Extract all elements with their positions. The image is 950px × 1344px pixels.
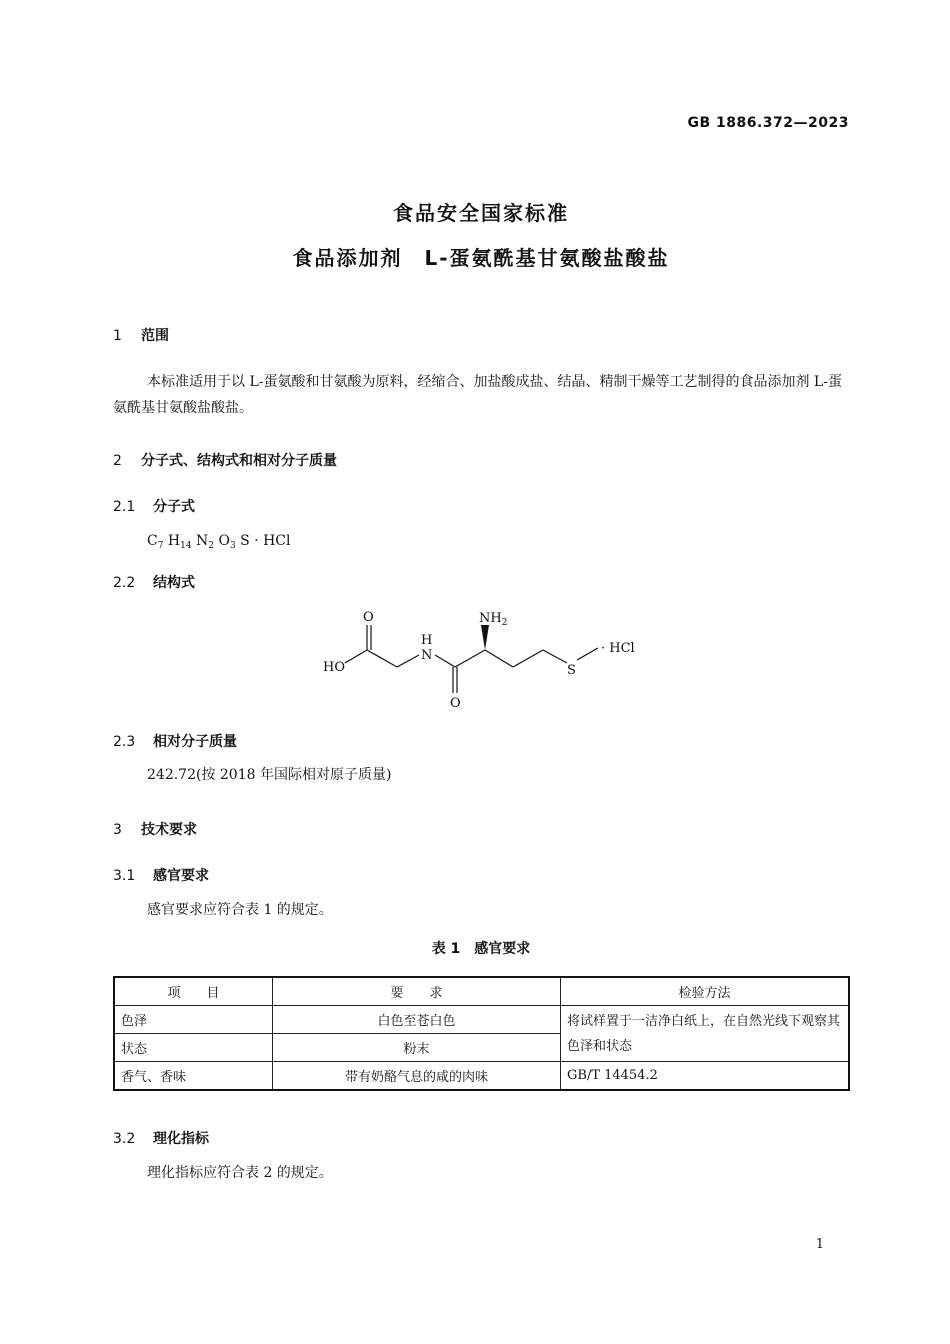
section-number: 2.3 [113,734,136,750]
table-cell: 状态 [114,1034,273,1062]
standard-number: GB 1886.372—2023 [687,115,849,131]
document-title-line2: 食品添加剂 L-蛋氨酰基甘氨酸盐酸盐 [292,246,670,270]
structure-ho: HO [323,660,345,675]
structure-n: N [421,648,433,663]
section-title: 感官要求 [153,868,209,884]
section-number: 3.1 [113,868,136,884]
section-title: 范围 [141,328,169,344]
section-2-3-heading [113,731,237,751]
structure-hcl: · HCl [601,641,635,656]
table-row [114,1062,849,1091]
structural-formula [315,605,655,715]
molecular-formula: $C_7$ $H_{14}$ $N_2$ $O_3$ S · HCl [147,533,291,551]
section-2-heading [113,450,337,470]
section-3-1-heading [113,865,209,885]
table-row [114,1006,849,1034]
section-title: 分子式、结构式和相对分子质量 [141,453,337,469]
structure-h-top: H [421,633,433,648]
section-number: 3.2 [113,1131,136,1147]
section-number: 2.1 [113,499,136,515]
table-header-cell: 要 求 [273,977,561,1006]
table-cell: GB/T 14454.2 [561,1062,850,1091]
table-header-row [114,977,849,1006]
structure-o-bottom: O [450,696,461,711]
section-2-2-heading [113,572,195,592]
table-1-caption: 表 1 感官要求 [431,941,531,957]
table-cell: 带有奶酪气息的咸的肉味 [273,1062,561,1091]
molecular-weight: 242.72(按 2018 年国际相对原子质量) [147,767,392,783]
table-cell: 色泽 [114,1006,273,1034]
sensory-requirements-table [113,976,850,1091]
structure-nh2: $NH_2$ [479,611,508,628]
table-cell: 香气、香味 [114,1062,273,1091]
document-title-line1: 食品安全国家标准 [393,201,569,225]
section-3-1-body: 感官要求应符合表 1 的规定。 [147,902,333,918]
table-header-cell: 项 目 [114,977,273,1006]
section-3-heading [113,819,197,839]
section-2-1-heading [113,496,195,516]
structure-o-top: O [363,610,374,625]
section-1-heading [113,325,169,345]
section-title: 理化指标 [153,1131,209,1147]
section-title: 技术要求 [141,822,197,838]
section-title: 结构式 [153,575,195,591]
section-1-body: 本标准适用于以 L-蛋氨酸和甘氨酸为原料，经缩合、加盐酸成盐、结晶、精制干燥等工艺制得的食品添加剂 L-蛋氨酰基甘氨酸盐酸盐。 [113,374,842,416]
table-cell: 粉末 [273,1034,561,1062]
table-header-cell: 检验方法 [561,977,850,1006]
table-cell-merged: 将试样置于一洁净白纸上，在自然光线下观察其色泽和状态 [561,1006,850,1062]
section-3-2-body: 理化指标应符合表 2 的规定。 [147,1165,333,1181]
section-3-2-heading [113,1128,209,1148]
section-number: 3 [113,822,122,838]
section-number: 2.2 [113,575,136,591]
section-title: 分子式 [153,499,195,515]
section-number: 2 [113,453,122,469]
page-number: 1 [815,1237,824,1252]
structure-s: S [567,663,576,678]
section-number: 1 [113,328,122,344]
section-title: 相对分子质量 [153,734,237,750]
table-cell: 白色至苍白色 [273,1006,561,1034]
